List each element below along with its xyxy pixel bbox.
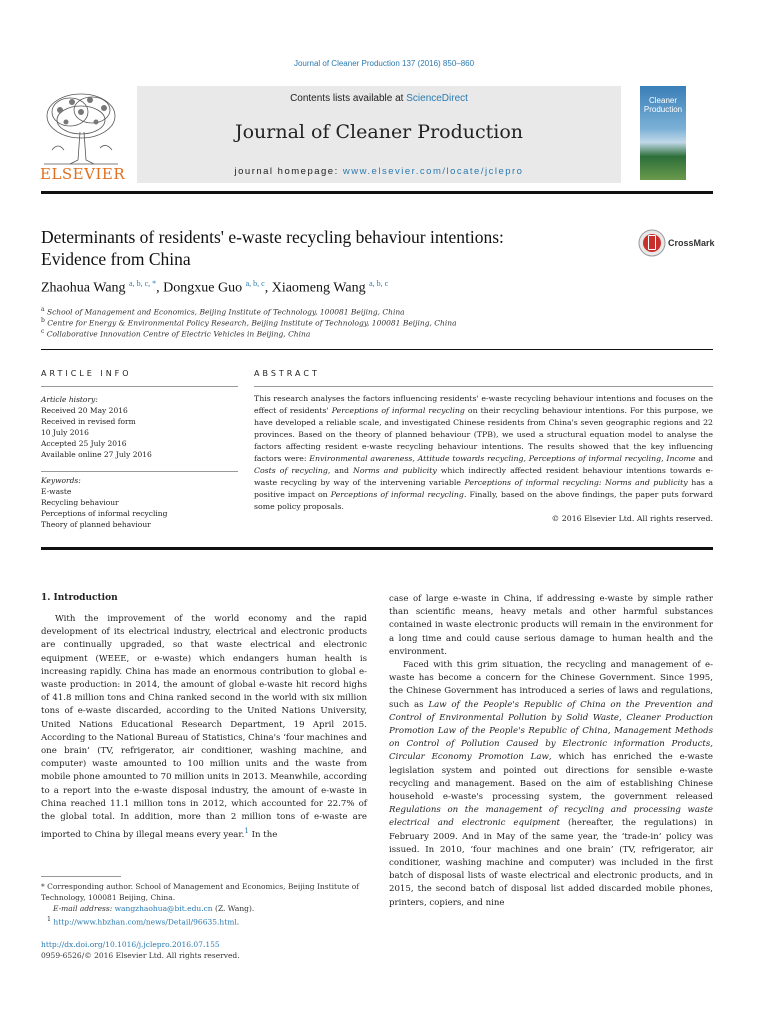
keyword: Theory of planned behaviour [41, 520, 151, 529]
body-paragraph [389, 659, 713, 910]
article-history [41, 394, 238, 460]
contents-line [137, 93, 621, 104]
keywords-rule [41, 471, 238, 472]
abstract-text [254, 393, 713, 525]
affiliation-mark: b [41, 317, 45, 324]
bottom-rule [41, 547, 713, 550]
history-item: Available online 27 July 2016 [41, 450, 152, 459]
email-link[interactable]: wangzhaohua@bit.edu.cn [114, 904, 213, 913]
abstract-italic: Costs of recycling [254, 466, 328, 475]
paragraph-italic: Regulations on the management of recycling and processing waste electrical and electronic equipment [389, 805, 713, 829]
keyword: Recycling behaviour [41, 498, 119, 507]
footnote-marker[interactable]: 1 [244, 826, 249, 836]
homepage-prefix: journal homepage: [234, 166, 343, 177]
footnote-1-link[interactable]: http://www.hbzhan.com/news/Detail/96635.html [53, 917, 237, 927]
affiliation-text: Collaborative Innovation Centre of Electric Vehicles in Beijing, China [44, 329, 311, 339]
article-info-heading: ARTICLE INFO [41, 369, 132, 378]
journal-homepage-line [137, 166, 621, 177]
history-item: Accepted 25 July 2016 [41, 439, 127, 448]
crossmark-icon [637, 228, 667, 258]
email-label: E-mail address: [53, 904, 115, 913]
cover-title [640, 96, 686, 114]
abstract-italic: Perceptions of informal recycling [330, 490, 464, 499]
issn-line: 0959-6526/© 2016 Elsevier Ltd. All rights reserved. [41, 951, 240, 960]
paragraph-text: In the [248, 830, 278, 841]
paragraph-text: (hereafter, the regulations) in February 2009. And in May of the same year, the ‘trade-in’ policy was issued. In 2010, ‘four machines and one brain’ (TV, refrigerator, air conditioner, washing machine and computer) was included in the first batch of disposal lists of waste electrical and electronic products, and in 2015, the second batch of disposal list added discarded mobile phones, printers, copiers, and nine [389, 818, 713, 908]
paper-title-line-1: Determinants of residents' e-waste recycling behaviour intentions: [41, 227, 504, 247]
email-note [41, 903, 367, 914]
author-separator: , [156, 280, 164, 296]
article-history-label: Article history: [41, 395, 98, 404]
journal-title: Journal of Cleaner Production [234, 121, 524, 143]
abstract-run: This research analyses the factors influencing residents' e-waste recycling behaviour intentions and focuses on the effect of residents' [254, 394, 713, 415]
body-column-right [389, 593, 713, 910]
history-item: Received 20 May 2016 [41, 406, 128, 415]
cover-title-line-1: Cleaner [648, 96, 677, 105]
affiliation-mark: c [41, 328, 45, 335]
footnote-1-number: 1 [47, 916, 51, 923]
author-name[interactable]: Dongxue Guo [163, 280, 243, 296]
article-info-rule [41, 386, 238, 387]
abstract-run: . Finally, based on the above findings, the paper puts forward some policy proposals. [254, 490, 713, 511]
cover-title-line-2: Production [643, 105, 683, 114]
section-rule [41, 349, 713, 350]
footnote-1-tail: . [236, 917, 240, 927]
abstract-run: and [695, 454, 714, 463]
crossmark-label[interactable]: CrossMark [668, 238, 715, 248]
abstract-copyright: © 2016 Elsevier Ltd. All rights reserved. [551, 514, 713, 523]
abstract-run: on their recycling behaviour intentions. For this purpose, we have developed a reliable scale, and investigated Chinese residents from China's seven geographic regions and 22 provinces. Based on the theory of planned behaviour (TPB), we used a structural equation model to analyse the factors affecting resident e-waste recycling behaviour intentions. The results showed that the key influencing factors were: [254, 406, 714, 463]
doi-block [41, 939, 240, 961]
author-affiliation-marks[interactable]: a, b, c [369, 279, 389, 288]
affiliation-text: School of Management and Economics, Beijing Institute of Technology, 100081 Beijing, China [44, 307, 405, 317]
body-column-left [41, 613, 367, 842]
elsevier-wordmark: ELSEVIER [40, 165, 126, 183]
abstract-rule [254, 386, 713, 387]
abstract-run: which indirectly affected resident behaviour intentions towards e-waste recycling by way of the intervening variable [254, 466, 713, 487]
author-affiliation-marks[interactable]: a, b, c [245, 279, 265, 288]
keywords-label: Keywords: [41, 476, 81, 485]
body-paragraph [41, 613, 367, 842]
footnotes [41, 881, 367, 928]
doi-link[interactable]: http://dx.doi.org/10.1016/j.jclepro.2016.07.155 [41, 940, 220, 949]
abstract-italic: Norms and publicity [353, 466, 437, 475]
abstract-run: has a positive impact on [254, 478, 713, 499]
history-item: Received in revised form [41, 417, 136, 426]
contents-prefix: Contents lists available at [290, 93, 407, 104]
sciencedirect-link[interactable]: ScienceDirect [406, 93, 468, 104]
author-name[interactable]: Zhaohua Wang [41, 280, 126, 296]
affiliation [41, 306, 405, 317]
abstract-run: , and [327, 466, 354, 475]
email-tail: (Z. Wang). [212, 904, 255, 913]
body-paragraph: case of large e-waste in China, if addressing e-waste by simple rather than scientific means, heavy metals and other harmful substances contained in waste electronic products will remain in the environment for a long time and could cause serious damage to human health and the environment. [389, 594, 713, 657]
affiliation [41, 317, 457, 328]
author-name[interactable]: Xiaomeng Wang [271, 280, 366, 296]
affiliation [41, 328, 310, 339]
abstract-italic: Perceptions of informal recycling [331, 406, 465, 415]
abstract-italic: Perceptions of informal recycling: Norms and publicity [464, 478, 688, 487]
affiliation-text: Centre for Energy & Environmental Policy Research, Beijing Institute of Technology, 100081 Beijing, China [44, 318, 457, 328]
author-affiliation-marks[interactable]: a, b, c, * [129, 279, 157, 288]
author-separator: , [264, 280, 272, 296]
paper-title [41, 226, 601, 270]
paper-title-line-2: Evidence from China [41, 249, 191, 269]
introduction-heading: 1. Introduction [41, 593, 118, 603]
keyword: Perceptions of informal recycling [41, 509, 168, 518]
abstract-italic: Environmental awareness, Attitude towards recycling, Perceptions of informal recycling, Income [309, 454, 696, 463]
footnote-1 [41, 914, 367, 928]
journal-reference[interactable]: Journal of Cleaner Production 137 (2016) 850–860 [293, 59, 475, 68]
abstract-heading: ABSTRACT [254, 369, 320, 378]
affiliation-mark: a [41, 306, 45, 313]
paragraph-text: Faced with this grim situation, the recycling and management of e-waste has become a concern for the Chinese Government. Since 1995, the Chinese Government has introduced a series of laws and regulations, such as [389, 660, 713, 710]
top-rule [41, 191, 713, 194]
paragraph-text: With the improvement of the world economy and the rapid development of its electrical industry, electrical and electronic products are continually upgraded, so that waste electrical and electronic equipment (WEEE, or e-waste) which endangers human health is increasing rapidly. China has made an enormous contribution to global e-waste production: in 2014, the amount of global e-waste hit record highs of 41.8 million tons and China ranked second in the world with six million tons of e-waste discarded, according to the United Nations University, United Nations Educational Research Department, 19 April 2015. According to the National Bureau of Statistics, China's ‘four machines and one brain’ (TV, refrigerator, air conditioner, washing machine, and computer) waste amounted to 100 million units and the waste from mobile phone amounted to 70 million units in 2013. Meanwhile, according to a report into the e-waste disposal industry, the amount of e-waste in China reached 11.1 million tons in 2012, which accounted for 22.7% of the global total. In addition, more than 2 million tons of e-waste are imported to China by illegal means every year. [41, 614, 367, 841]
history-item: 10 July 2016 [41, 428, 89, 437]
journal-cover-image[interactable] [640, 86, 686, 180]
paragraph-italic: Law of the People's Republic of China on the Prevention and Control of Environmental Pollution by Solid Waste, Cleaner Production Promotion Law of the People's Republic of China, Management Methods on Control of Pollution Caused by Electronic information Products, Circular Economy Promotion Law [389, 699, 714, 763]
keywords [41, 475, 238, 530]
keyword: E-waste [41, 487, 72, 496]
author-list [41, 279, 388, 297]
footnote-rule [41, 876, 121, 877]
homepage-link[interactable]: www.elsevier.com/locate/jclepro [342, 166, 524, 177]
corresponding-author-note: * Corresponding author. School of Management and Economics, Beijing Institute of Technology, 100081 Beijing, China. [41, 882, 359, 902]
paragraph-text: , which has enriched the e-waste legislation system and pointed out directions for sensible e-waste recycling and management. Based on the aim of establishing Chinese household e-waste's processing system, the government released [389, 752, 713, 803]
